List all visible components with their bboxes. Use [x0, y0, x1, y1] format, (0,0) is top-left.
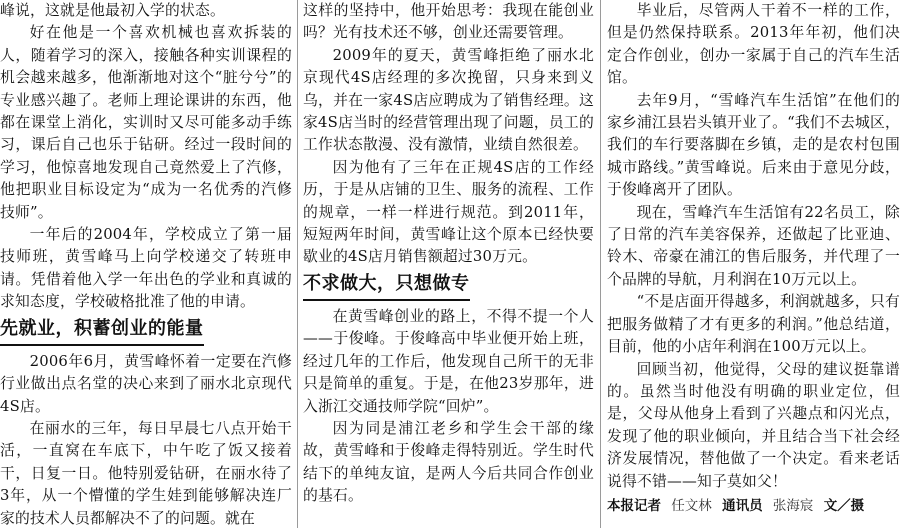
article-column-3 [607, 0, 900, 528]
column-divider [600, 0, 601, 528]
paragraph: 回顾当初，他觉得，父母的建议挺靠谱的。虽然当时他没有明确的职业定位，但是，父母从他身上看到了兴趣点和闪光点，发现了他的职业倾向，并且结合当下社会经济发展情况，替他做了一个决定。看来老话说得不错——知子莫如父！ [607, 360, 900, 490]
paragraph: 在黄雪峰创业的路上，不得不提一个人——于俊峰。于俊峰高中毕业便开始上班，经过几年的工作后，他发现自己所干的无非只是简单的重复。于是，在他23岁那年，进入浙江交通技师学院“回炉”。 [303, 307, 594, 415]
paragraph: 在丽水的三年，每日早晨七八点开始干活，一直窝在车底下，中午吃了饭又接着干，日复一日。他特别爱钻研，在丽水待了3年，从一个懵懂的学生娃到能够解决连厂家的技术人员都解决不了的问题。就在 [0, 419, 292, 527]
section-heading: 先就业，积蓄创业的能量 [0, 317, 204, 346]
correspondent-label: 通讯员 [722, 497, 763, 514]
column-divider [297, 0, 298, 528]
paragraph: 2006年6月，黄雪峰怀着一定要在汽修行业做出点名堂的决心来到了丽水北京现代4S店。 [0, 352, 292, 415]
paragraph: 好在他是一个喜欢机械也喜欢拆装的人，随着学习的深入，接触各种实训课程的机会越来越多，他渐渐地对这个“脏兮兮”的专业感兴趣了。老师上理论课讲的东西，他都在课堂上消化，实训时又尽可能多动手练习，课后自己也乐于钻研。经过一段时间的学习，他惊喜地发现自己竟然爱上了汽修，他把职业目标设定为“成为一名优秀的汽修技师”。 [0, 24, 292, 221]
article-column-2 [303, 0, 594, 528]
paragraph: 因为同是浦江老乡和学生会干部的缘故，黄雪峰和于俊峰走得特别近。学生时代结下的单纯友谊，是两人今后共同合作创业的基石。 [303, 419, 594, 505]
reporter-name: 任文林 [671, 497, 712, 514]
paragraph: 这样的坚持中，他开始思考：我现在能创业吗？光有技术还不够，创业还需要管理。 [303, 2, 594, 42]
paragraph: 峰说，这就是他最初入学的状态。 [0, 2, 225, 19]
paragraph: 2009年的夏天，黄雪峰拒绝了丽水北京现代4S店经理的多次挽留，只身来到义乌，并在一家4S店应聘成为了销售经理。这家4S店当时的经营管理出现了问题，员工的工作状态散漫、没有激情，业绩自然很差。 [303, 46, 594, 154]
byline [607, 496, 900, 516]
section-heading: 不求做大，只想做专 [303, 272, 470, 301]
paragraph: 去年9月，“雪峰汽车生活馆”在他们的家乡浦江县岩头镇开业了。“我们不去城区，我们的车行要落脚在乡镇，走的是农村包围城市路线。”黄雪峰说。后来由于意见分歧，于俊峰离开了团队。 [607, 91, 900, 199]
reporter-label: 本报记者 [607, 497, 661, 514]
paragraph: 毕业后，尽管两人干着不一样的工作，但是仍然保持联系。2013年年初，他们决定合作创业，创办一家属于自己的汽车生活馆。 [607, 2, 900, 87]
photo-credit: 文／摄 [823, 497, 865, 514]
paragraph: 现在，雪峰汽车生活馆有22名员工，除了日常的汽车美容保养，还做起了比亚迪、铃木、帝豪在浦江的售后服务，并代理了一个品牌的导航，月利润在10万元以上。 [607, 203, 900, 288]
paragraph: 因为他有了三年在正规4S店的工作经历，于是从店铺的卫生、服务的流程、工作的规章，一样一样进行规范。到2011年，短短两年时间，黄雪峰让这个原本已经快要歇业的4S店月销售额超过30万元。 [303, 158, 594, 266]
article-column-1 [0, 0, 292, 528]
correspondent-name: 张海宸 [772, 497, 814, 514]
paragraph: 一年后的2004年，学校成立了第一届技师班，黄雪峰马上向学校递交了转班申请。凭借着他入学一年出色的学业和真诚的求知态度，学校破格批准了他的申请。 [0, 226, 292, 311]
paragraph: “不是店面开得越多，利润就越多，只有把服务做精了才有更多的利润。”他总结道，目前，他的小店年利润在100万元以上。 [607, 293, 900, 356]
